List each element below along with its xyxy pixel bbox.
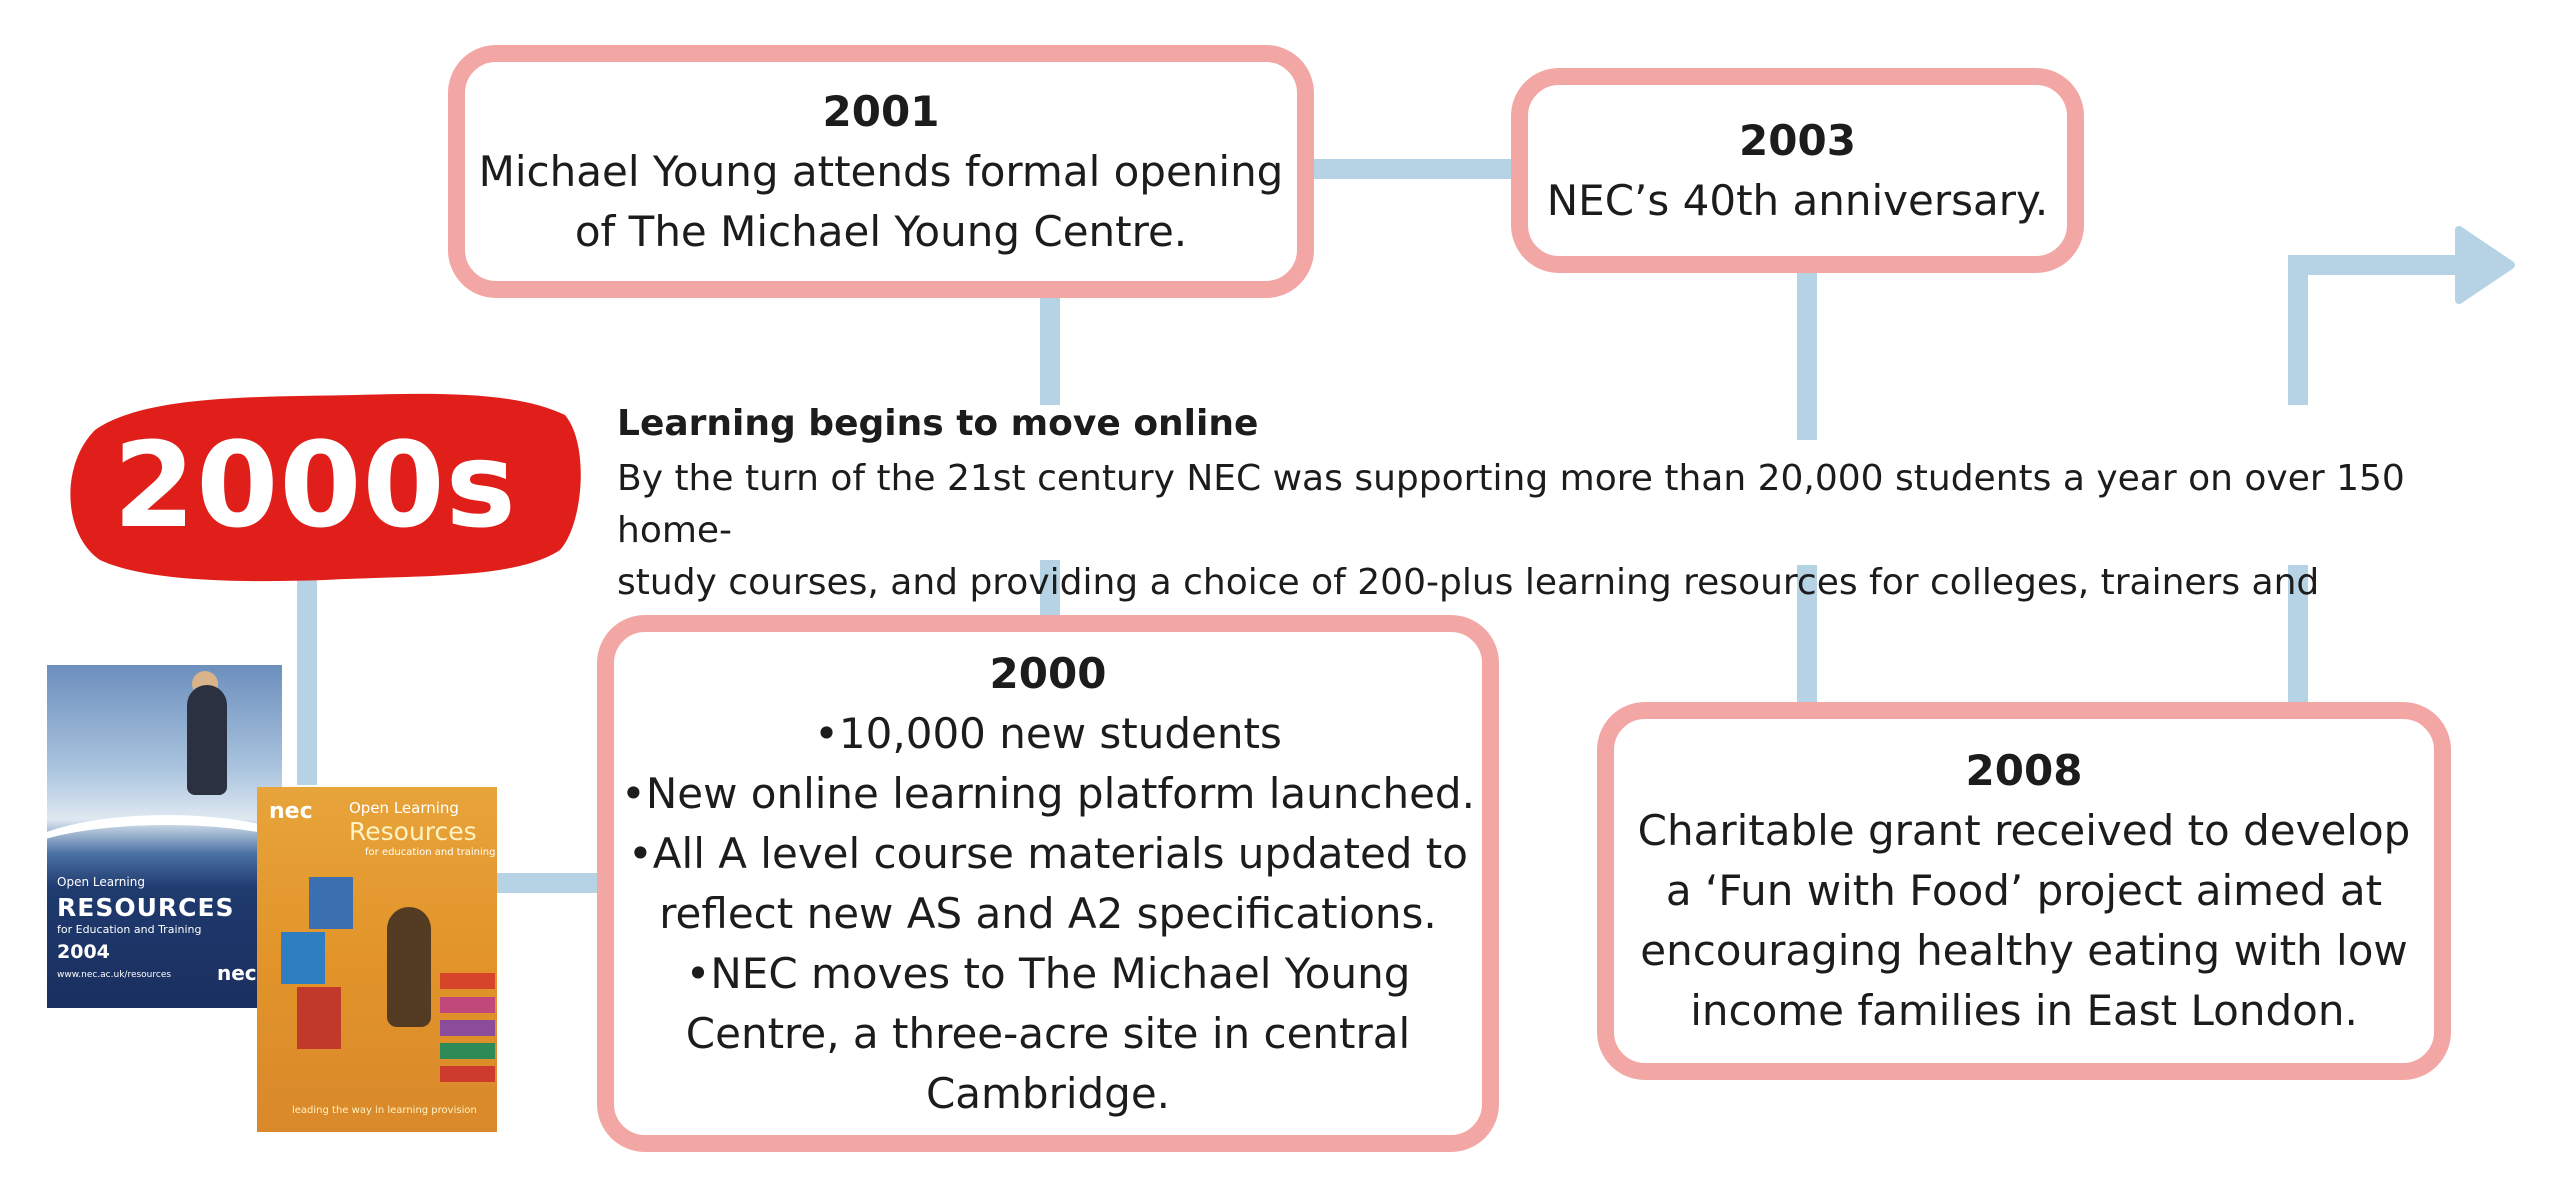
intro-body-line: study courses, and providing a choice of 200-plus learning resources for colleges, trainers and xyxy=(617,562,2320,603)
event-bullet-list xyxy=(614,944,1482,1004)
event-card-2001 xyxy=(448,45,1314,298)
event-year: 2003 xyxy=(1739,115,1856,165)
event-card-2008 xyxy=(1597,702,2451,1080)
brochure-photo-tile xyxy=(309,877,353,929)
connector-2001-down xyxy=(1040,295,1060,405)
event-text: reflect new AS and A2 specifications. xyxy=(659,888,1437,938)
event-text: Michael Young attends formal opening xyxy=(478,146,1284,196)
event-bullet: • 10,000 new students xyxy=(614,704,1482,764)
jumper-figure xyxy=(187,685,227,795)
brochure-year: 2004 xyxy=(57,941,110,963)
arrow-right-icon xyxy=(2455,222,2517,308)
event-text: Charitable grant received to develop xyxy=(1637,806,2411,855)
event-text: income families in East London. xyxy=(1690,986,2358,1035)
brochure-title: Resources xyxy=(349,817,477,846)
event-year: 2000 xyxy=(989,648,1107,698)
brochure-photo-tile xyxy=(297,987,341,1049)
brochure-image-orange xyxy=(257,787,497,1132)
event-bullet-list xyxy=(614,704,1482,884)
brochure-brand: nec xyxy=(217,961,257,985)
intro-title: Learning begins to move online xyxy=(617,403,1259,444)
brochure-tab xyxy=(440,1020,495,1036)
brochure-text: for Education and Training xyxy=(57,923,202,936)
connector-arrow-vertical xyxy=(2288,255,2308,405)
event-card-2003 xyxy=(1511,68,2084,273)
connector-2001-2003 xyxy=(1310,159,1530,179)
brochure-tab xyxy=(440,997,495,1013)
event-text: Centre, a three-acre site in central xyxy=(685,1008,1411,1058)
connector-arrow-horizontal xyxy=(2288,255,2468,275)
intro-body-line: By the turn of the 21st century NEC was supporting more than 20,000 students a year on over 150 home- xyxy=(617,458,2405,551)
event-year: 2008 xyxy=(1965,746,2083,795)
brochure-image-blue xyxy=(47,665,282,1008)
event-text: of The Michael Young Centre. xyxy=(574,206,1188,256)
brochure-tab xyxy=(440,1066,495,1082)
event-text: NEC’s 40th anniversary. xyxy=(1546,175,2049,225)
brochure-title: RESOURCES xyxy=(57,893,235,922)
brochure-tab xyxy=(440,1043,495,1059)
brochure-text: Open Learning xyxy=(57,875,145,889)
brochure-tab xyxy=(440,973,495,989)
connector-brochure-2000 xyxy=(495,873,600,893)
event-bullet: • New online learning platform launched. xyxy=(614,764,1482,824)
brochure-url: www.nec.ac.uk/resources xyxy=(57,970,172,980)
event-text: a ‘Fun with Food’ project aimed at xyxy=(1665,866,2383,915)
decade-badge-label: 2000s xyxy=(113,416,517,554)
connector-badge-down xyxy=(297,565,317,785)
brochure-text: for education and training xyxy=(365,847,496,858)
event-card-2000 xyxy=(597,615,1499,1152)
event-year: 2001 xyxy=(822,86,940,136)
event-bullet: • All A level course materials updated to xyxy=(614,824,1482,884)
brochure-footer: leading the way in learning provision xyxy=(292,1105,477,1116)
brochure-text: Open Learning xyxy=(349,799,459,817)
brochure-brand: nec xyxy=(269,799,313,824)
event-bullet: • NEC moves to The Michael Young xyxy=(614,944,1482,1004)
event-text: Cambridge. xyxy=(925,1068,1171,1118)
runner-figure xyxy=(387,907,431,1027)
brochure-photo-tile xyxy=(281,932,325,984)
event-text: encouraging healthy eating with low xyxy=(1640,926,2408,975)
